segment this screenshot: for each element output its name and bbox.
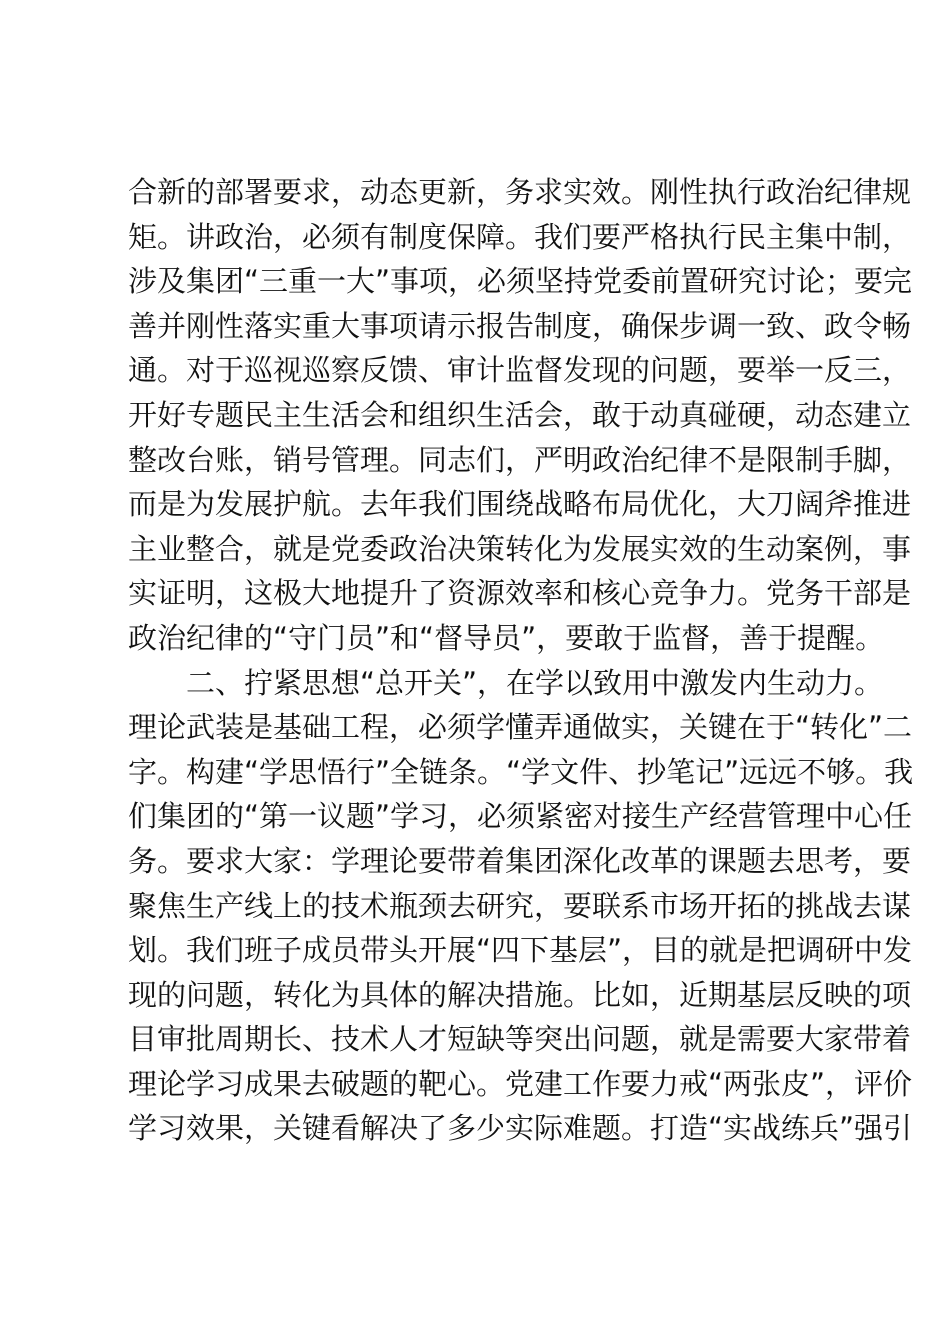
- text-line: 而是为发展护航。去年我们围绕战略布局优化，大刀阔斧推进: [128, 487, 912, 522]
- text-line: 矩。讲政治，必须有制度保障。我们要严格执行民主集中制，: [128, 219, 912, 254]
- text-line: 实证明，这极大地提升了资源效率和核心竞争力。党务干部是: [128, 576, 912, 611]
- text-line: 整改台账，销号管理。同志们，严明政治纪律不是限制手脚，: [128, 442, 912, 477]
- text-line: 们集团的“第一议题”学习，必须紧密对接生产经营管理中心任: [128, 799, 913, 834]
- text-line: 目审批周期长、技术人才短缺等突出问题，就是需要大家带着: [128, 1022, 912, 1057]
- text-line: 理论学习成果去破题的靶心。党建工作要力戒“两张皮”，评价: [128, 1066, 913, 1101]
- text-line: 开好专题民主生活会和组织生活会，敢于动真碰硬，动态建立: [128, 397, 912, 432]
- text-line: 通。对于巡视巡察反馈、审计监督发现的问题，要举一反三，: [128, 353, 912, 388]
- text-line: 合新的部署要求，动态更新，务求实效。刚性执行政治纪律规: [128, 175, 912, 209]
- text-line: 理论武装是基础工程，必须学懂弄通做实，关键在于“转化”二: [128, 710, 913, 745]
- text-line: 聚焦生产线上的技术瓶颈去研究，要联系市场开拓的挑战去谋: [128, 888, 912, 923]
- text-line: 务。要求大家：学理论要带着集团深化改革的课题去思考，要: [128, 843, 912, 878]
- text-line: 划。我们班子成员带头开展“四下基层”，目的就是把调研中发: [128, 933, 913, 968]
- text-line: 学习效果，关键看解决了多少实际难题。打造“实战练兵”强引: [128, 1111, 913, 1146]
- section-heading: 二、拧紧思想“总开关”，在学以致用中激发内生动力。: [186, 665, 884, 700]
- text-line: 现的问题，转化为具体的解决措施。比如，近期基层反映的项: [128, 977, 912, 1012]
- text-line: 涉及集团“三重一大”事项，必须坚持党委前置研究讨论；要完: [128, 264, 913, 299]
- text-line: 善并刚性落实重大事项请示报告制度，确保步调一致、政令畅: [128, 308, 912, 343]
- text-line: 字。构建“学思悟行”全链条。“学文件、抄笔记”远远不够。我: [128, 754, 914, 789]
- text-line: 政治纪律的“守门员”和“督导员”，要敢于监督，善于提醒。: [128, 620, 885, 655]
- body-text: [128, 170, 914, 1151]
- text-line: 主业整合，就是党委政治决策转化为发展实效的生动案例，事: [128, 531, 912, 566]
